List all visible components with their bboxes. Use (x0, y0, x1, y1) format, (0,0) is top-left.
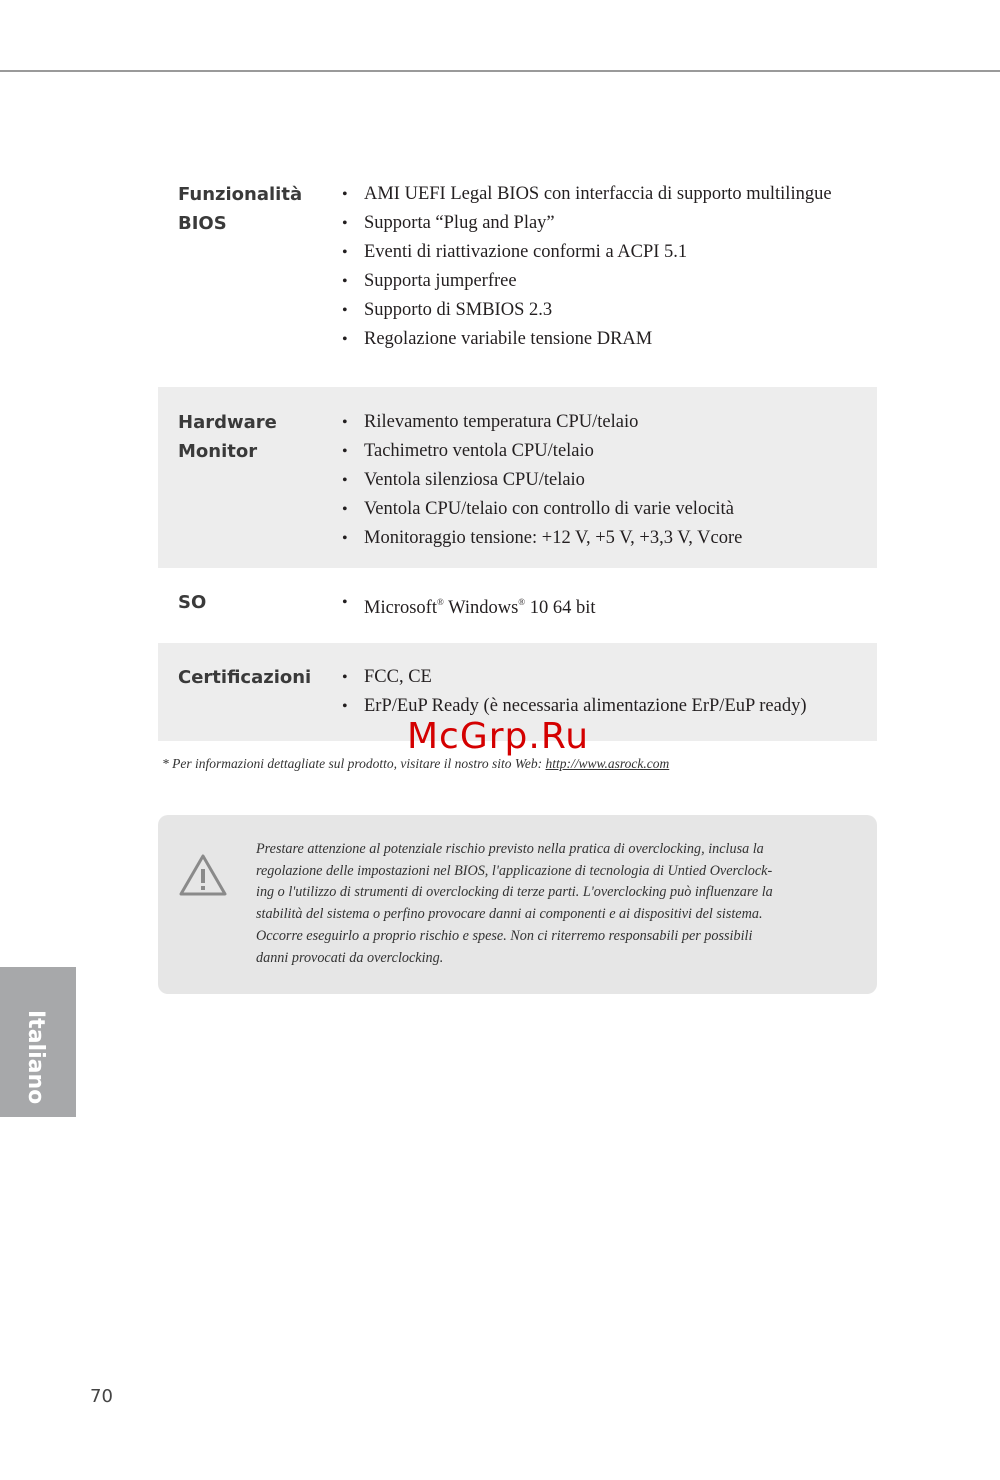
bullet-icon: • (342, 273, 348, 290)
spec-items (328, 180, 877, 354)
bullet-icon: • (342, 530, 348, 547)
spec-label-line: Monitor (178, 441, 258, 462)
spec-row-hardware-monitor (158, 387, 877, 568)
bullet-icon: • (342, 414, 348, 431)
warning-line: Occorre eseguirlo a proprio rischio e spese. Non ci riterremo responsabili per possibili (256, 927, 753, 944)
registered-mark: ® (436, 597, 444, 607)
page-number: 70 (90, 1386, 113, 1407)
spec-row-os (158, 568, 877, 643)
spec-item: • Supporta “Plug and Play” (342, 209, 877, 238)
spec-label (158, 180, 328, 354)
registered-mark: ® (518, 597, 526, 607)
spec-item: • Eventi di riattivazione conformi a ACPI 5.1 (342, 238, 877, 267)
spec-label-line: Certificazioni (178, 667, 312, 688)
spec-row-bios (158, 168, 877, 371)
spec-items (328, 408, 877, 553)
spec-item: • Supporto di SMBIOS 2.3 (342, 296, 877, 325)
spec-label-line: SO (178, 592, 207, 613)
spec-item: • FCC, CE (342, 663, 877, 692)
spec-item: • Supporta jumperfree (342, 267, 877, 296)
bullet-icon: • (342, 215, 348, 232)
spec-item: • Microsoft® Windows® 10 64 bit (342, 588, 877, 623)
spec-item: • Tachimetro ventola CPU/telaio (342, 437, 877, 466)
warning-line: Prestare attenzione al potenziale rischio previsto nella pratica di overclocking, inclusa la (256, 841, 764, 857)
spec-label (158, 588, 328, 623)
warning-triangle-icon (178, 853, 228, 897)
asrock-website-link[interactable]: http://www.asrock.com (545, 756, 670, 771)
bullet-icon: • (342, 443, 348, 460)
warning-text (256, 839, 816, 969)
language-label: Italiano (23, 1010, 48, 1105)
spec-item: • AMI UEFI Legal BIOS con interfaccia di supporto multilingue (342, 180, 877, 209)
bullet-icon: • (342, 698, 348, 715)
bullet-icon: • (342, 186, 348, 203)
spec-item: • Monitoraggio tensione: +12 V, +5 V, +3,3 V, Vcore (342, 524, 877, 553)
spec-label (158, 663, 328, 721)
spec-label (158, 408, 328, 553)
spec-label-line: Hardware (178, 412, 277, 433)
bullet-icon: • (342, 472, 348, 489)
warning-line: danni provocati da overclocking. (256, 949, 444, 966)
footnote: * Per informazioni dettagliate sul prodotto, visitare il nostro sito Web: http://www.asrock.com (162, 756, 670, 771)
spec-item: • Regolazione variabile tensione DRAM (342, 325, 877, 354)
warning-line: ing o l'utilizzo di strumenti di overclocking di terze parti. L'overclocking può influenzare la (256, 884, 773, 901)
language-side-tab (0, 967, 76, 1117)
spec-table (158, 168, 877, 741)
spec-label-line: BIOS (178, 213, 227, 234)
spec-item: • ErP/EuP Ready (è necessaria alimentazione ErP/EuP ready) (342, 692, 877, 721)
bullet-icon: • (342, 669, 348, 686)
bullet-icon: • (342, 594, 348, 611)
bullet-icon: • (342, 501, 348, 518)
header-rule (0, 70, 1000, 72)
bullet-icon: • (342, 302, 348, 319)
watermark: McGrp.Ru (407, 716, 590, 757)
overclocking-warning (158, 815, 877, 994)
bullet-icon: • (342, 331, 348, 348)
spec-item: • Rilevamento temperatura CPU/telaio (342, 408, 877, 437)
spec-label-line: Funzionalità (178, 184, 303, 205)
spec-items (328, 588, 877, 623)
spec-item: • Ventola CPU/telaio con controllo di varie velocità (342, 495, 877, 524)
bullet-icon: • (342, 244, 348, 261)
spec-items (328, 663, 877, 721)
spec-item: • Ventola silenziosa CPU/telaio (342, 466, 877, 495)
warning-line: regolazione delle impostazioni nel BIOS, l'applicazione di tecnologia di Untied Overclock- (256, 862, 773, 879)
warning-line: stabilità del sistema o perfino provocare danni ai componenti e ai dispositivi del sistema. (256, 906, 763, 923)
